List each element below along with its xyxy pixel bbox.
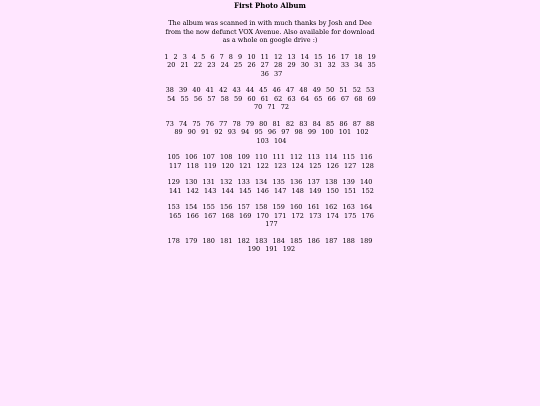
photo-link[interactable]: 172	[291, 211, 304, 220]
photo-link[interactable]: 69	[367, 94, 376, 103]
photo-link[interactable]: 142	[186, 186, 199, 195]
photo-link[interactable]: 131	[202, 178, 215, 186]
photo-link[interactable]: 136	[290, 178, 303, 186]
photo-link[interactable]: 76	[205, 119, 215, 128]
photo-link[interactable]: 38	[165, 86, 174, 94]
photo-link-groups	[0, 53, 540, 254]
photo-link[interactable]: 171	[274, 211, 287, 220]
photo-link[interactable]: 1	[164, 52, 169, 61]
photo-link[interactable]: 122	[256, 161, 269, 170]
photo-link[interactable]: 180	[202, 236, 215, 245]
photo-link[interactable]: 125	[309, 161, 322, 170]
photo-link[interactable]: 150	[326, 186, 339, 195]
photo-link[interactable]: 186	[307, 236, 320, 245]
photo-link[interactable]: 158	[255, 203, 268, 211]
photo-link[interactable]: 6	[210, 52, 215, 61]
photo-link[interactable]: 161	[307, 203, 320, 211]
photo-link[interactable]: 82	[285, 119, 295, 128]
photo-link[interactable]: 72	[280, 103, 289, 111]
photo-link[interactable]: 17	[340, 52, 350, 61]
photo-link[interactable]: 163	[342, 203, 355, 211]
photo-link[interactable]: 130	[185, 178, 198, 186]
photo-link[interactable]: 164	[360, 203, 373, 211]
photo-link[interactable]: 185	[290, 236, 303, 245]
photo-link[interactable]: 162	[325, 203, 338, 211]
photo-link[interactable]: 22	[193, 61, 203, 69]
photo-link[interactable]: 190	[247, 245, 261, 253]
photo-link-group	[164, 120, 376, 146]
photo-link[interactable]: 155	[202, 203, 215, 211]
photo-link[interactable]: 100	[321, 128, 334, 136]
photo-link[interactable]: 60	[247, 94, 256, 103]
photo-link[interactable]: 115	[342, 153, 355, 161]
photo-link[interactable]: 189	[360, 236, 373, 245]
photo-link[interactable]: 71	[267, 103, 276, 111]
photo-link[interactable]: 120	[221, 161, 234, 170]
photo-link[interactable]: 166	[186, 211, 199, 220]
photo-link[interactable]: 25	[233, 61, 243, 69]
photo-link[interactable]: 63	[287, 94, 296, 103]
photo-link[interactable]: 101	[338, 128, 352, 136]
photo-link[interactable]: 61	[260, 94, 269, 103]
photo-link[interactable]: 33	[340, 61, 350, 69]
photo-link[interactable]: 140	[360, 178, 373, 186]
photo-link[interactable]: 70	[254, 103, 263, 111]
photo-link[interactable]: 3	[182, 52, 187, 61]
photo-link[interactable]: 28	[274, 61, 283, 69]
photo-link[interactable]: 39	[179, 86, 188, 94]
photo-link[interactable]: 165	[169, 211, 182, 220]
photo-link[interactable]: 116	[360, 153, 373, 161]
photo-link[interactable]: 117	[169, 161, 182, 170]
photo-link[interactable]: 174	[326, 211, 339, 220]
photo-link[interactable]: 92	[214, 128, 223, 136]
photo-link[interactable]: 77	[219, 119, 228, 128]
photo-link[interactable]: 147	[274, 186, 287, 195]
photo-link[interactable]: 170	[256, 211, 269, 220]
photo-link[interactable]: 132	[220, 178, 233, 186]
photo-link[interactable]: 40	[192, 86, 201, 94]
photo-link[interactable]: 183	[255, 236, 268, 245]
photo-link[interactable]: 153	[167, 203, 180, 211]
photo-link[interactable]: 188	[342, 236, 355, 245]
photo-link[interactable]: 4	[191, 52, 197, 61]
photo-link[interactable]: 97	[281, 128, 290, 136]
photo-link-group	[164, 203, 376, 229]
photo-link[interactable]: 148	[291, 186, 304, 195]
photo-link[interactable]: 141	[169, 186, 182, 195]
photo-link[interactable]: 108	[220, 153, 233, 161]
photo-link[interactable]: 126	[326, 161, 339, 170]
photo-link[interactable]: 149	[309, 186, 322, 195]
photo-link[interactable]: 154	[185, 203, 198, 211]
photo-link[interactable]: 65	[314, 94, 323, 103]
photo-link[interactable]: 36	[260, 69, 269, 78]
photo-link[interactable]: 89	[174, 128, 183, 136]
photo-link[interactable]: 137	[307, 178, 320, 186]
photo-link[interactable]: 176	[361, 211, 374, 220]
photo-link[interactable]: 30	[300, 61, 310, 69]
photo-link[interactable]: 73	[165, 119, 174, 128]
photo-link[interactable]: 2	[173, 52, 178, 61]
photo-link[interactable]: 31	[314, 61, 323, 69]
photo-link[interactable]: 114	[325, 153, 338, 161]
photo-link[interactable]: 173	[309, 211, 322, 220]
photo-link-group	[164, 237, 376, 254]
photo-link[interactable]: 20	[167, 61, 176, 69]
photo-link[interactable]: 151	[344, 186, 357, 195]
photo-link[interactable]: 50	[325, 86, 335, 94]
photo-link[interactable]: 15	[314, 52, 323, 61]
photo-link[interactable]: 58	[220, 94, 229, 103]
photo-link-group	[164, 86, 376, 112]
photo-link[interactable]: 62	[274, 94, 283, 103]
page	[0, 1, 540, 254]
photo-link[interactable]: 43	[232, 86, 241, 94]
photo-link[interactable]: 160	[290, 203, 303, 211]
photo-link[interactable]: 178	[167, 236, 180, 245]
photo-link[interactable]: 91	[201, 128, 210, 136]
photo-link[interactable]: 111	[272, 153, 285, 161]
photo-link[interactable]: 145	[239, 186, 252, 195]
photo-link[interactable]: 152	[361, 186, 374, 195]
photo-link-group	[164, 153, 376, 170]
photo-link[interactable]: 87	[352, 119, 361, 128]
photo-link[interactable]: 79	[245, 119, 255, 128]
photo-link[interactable]: 83	[299, 119, 308, 128]
photo-link[interactable]: 124	[291, 161, 304, 170]
photo-link[interactable]: 86	[339, 119, 348, 128]
photo-link[interactable]: 26	[247, 61, 256, 69]
photo-link[interactable]: 123	[274, 161, 287, 170]
photo-link[interactable]: 106	[185, 153, 198, 161]
photo-link[interactable]: 181	[220, 236, 233, 245]
photo-link[interactable]: 54	[167, 94, 176, 103]
photo-link[interactable]: 138	[325, 178, 338, 186]
photo-link[interactable]: 29	[287, 61, 296, 69]
photo-link[interactable]: 55	[180, 94, 189, 103]
photo-link[interactable]: 45	[259, 86, 268, 94]
photo-link[interactable]: 139	[342, 178, 355, 186]
photo-link[interactable]: 35	[367, 61, 376, 69]
photo-link[interactable]: 169	[239, 211, 252, 220]
photo-link[interactable]: 156	[220, 203, 233, 211]
photo-link[interactable]: 85	[325, 119, 335, 128]
photo-link[interactable]: 64	[300, 94, 310, 103]
photo-link[interactable]: 88	[366, 119, 375, 128]
photo-link[interactable]: 19	[367, 52, 376, 61]
photo-link[interactable]: 68	[354, 94, 363, 103]
photo-link[interactable]: 187	[325, 236, 338, 245]
photo-link[interactable]: 32	[327, 61, 336, 69]
photo-link[interactable]: 14	[300, 52, 309, 61]
photo-link[interactable]: 105	[167, 153, 180, 161]
photo-link[interactable]: 93	[227, 128, 237, 136]
photo-link[interactable]: 95	[254, 128, 263, 136]
photo-link-group	[164, 53, 376, 79]
photo-link[interactable]: 52	[352, 86, 361, 94]
photo-link[interactable]: 18	[354, 52, 363, 61]
photo-link[interactable]: 102	[356, 128, 369, 136]
photo-link[interactable]: 13	[287, 52, 296, 61]
photo-link[interactable]: 10	[247, 52, 256, 61]
photo-link[interactable]: 53	[366, 86, 375, 94]
photo-link[interactable]: 113	[307, 153, 320, 161]
photo-link[interactable]: 11	[260, 52, 269, 61]
photo-link[interactable]: 67	[340, 94, 350, 103]
photo-link[interactable]: 184	[272, 236, 285, 245]
photo-link[interactable]: 12	[273, 52, 283, 61]
photo-link[interactable]: 7	[219, 52, 224, 61]
photo-link[interactable]: 56	[193, 94, 203, 103]
photo-link[interactable]: 112	[290, 153, 303, 161]
photo-link[interactable]: 84	[312, 119, 321, 128]
photo-link[interactable]: 59	[233, 94, 243, 103]
photo-link[interactable]: 177	[265, 220, 278, 228]
photo-link[interactable]: 96	[267, 128, 277, 136]
photo-link[interactable]: 127	[344, 161, 357, 170]
photo-link[interactable]: 46	[272, 86, 281, 94]
photo-link[interactable]: 192	[282, 245, 296, 253]
photo-link[interactable]: 99	[307, 128, 317, 136]
photo-link[interactable]: 118	[186, 161, 199, 170]
photo-link[interactable]: 135	[272, 178, 285, 186]
photo-link[interactable]: 66	[327, 94, 336, 103]
photo-link[interactable]: 129	[167, 178, 180, 186]
photo-link[interactable]: 103	[256, 136, 269, 145]
photo-link[interactable]: 128	[361, 161, 374, 170]
photo-link[interactable]: 21	[180, 61, 189, 69]
photo-link[interactable]: 57	[207, 94, 216, 103]
photo-link[interactable]: 74	[179, 119, 188, 128]
photo-link[interactable]: 168	[221, 211, 234, 220]
photo-link[interactable]: 41	[205, 86, 215, 94]
photo-link[interactable]: 44	[245, 86, 255, 94]
photo-link[interactable]: 27	[260, 61, 269, 69]
photo-link[interactable]: 133	[237, 178, 250, 186]
photo-link[interactable]: 98	[294, 128, 303, 136]
photo-link[interactable]: 34	[354, 61, 363, 69]
photo-link[interactable]: 42	[219, 86, 228, 94]
photo-link[interactable]: 107	[202, 153, 215, 161]
photo-link[interactable]: 167	[204, 211, 217, 220]
photo-link[interactable]: 90	[187, 128, 196, 136]
photo-link[interactable]: 81	[272, 119, 281, 128]
page-title: First Photo Album	[234, 1, 306, 10]
photo-link[interactable]: 80	[259, 119, 268, 128]
photo-link[interactable]: 146	[256, 186, 269, 195]
photo-link[interactable]: 8	[228, 52, 233, 61]
photo-link[interactable]: 179	[185, 236, 198, 245]
photo-link[interactable]: 175	[344, 211, 357, 220]
photo-link[interactable]: 159	[272, 203, 285, 211]
photo-link[interactable]: 144	[221, 186, 234, 195]
photo-link[interactable]: 134	[255, 178, 268, 186]
photo-link[interactable]: 78	[232, 119, 241, 128]
photo-link[interactable]: 47	[285, 86, 295, 94]
photo-link[interactable]: 143	[204, 186, 217, 195]
photo-link-group	[164, 178, 376, 195]
photo-link[interactable]: 51	[339, 86, 348, 94]
photo-link[interactable]: 94	[241, 128, 250, 136]
photo-link[interactable]: 121	[239, 161, 252, 170]
photo-link[interactable]: 110	[255, 153, 268, 161]
photo-link[interactable]: 16	[327, 52, 336, 61]
photo-link[interactable]: 104	[274, 136, 287, 145]
photo-link[interactable]: 9	[238, 52, 243, 61]
photo-link[interactable]: 37	[274, 69, 283, 78]
album-description: The album was scanned in with much thanks by Josh and Dee from the now defunct VOX Avenue. Also available for download as a whole on google drive :)	[165, 19, 375, 44]
photo-link[interactable]: 24	[220, 61, 229, 69]
photo-link[interactable]: 48	[299, 86, 308, 94]
photo-link[interactable]: 157	[237, 203, 250, 211]
photo-link[interactable]: 23	[207, 61, 216, 69]
photo-link[interactable]: 109	[237, 153, 250, 161]
photo-link[interactable]: 5	[201, 52, 206, 61]
photo-link[interactable]: 182	[237, 236, 250, 245]
photo-link[interactable]: 119	[204, 161, 217, 170]
photo-link[interactable]: 49	[312, 86, 321, 94]
photo-link[interactable]: 75	[192, 119, 201, 128]
photo-link[interactable]: 191	[265, 245, 278, 253]
